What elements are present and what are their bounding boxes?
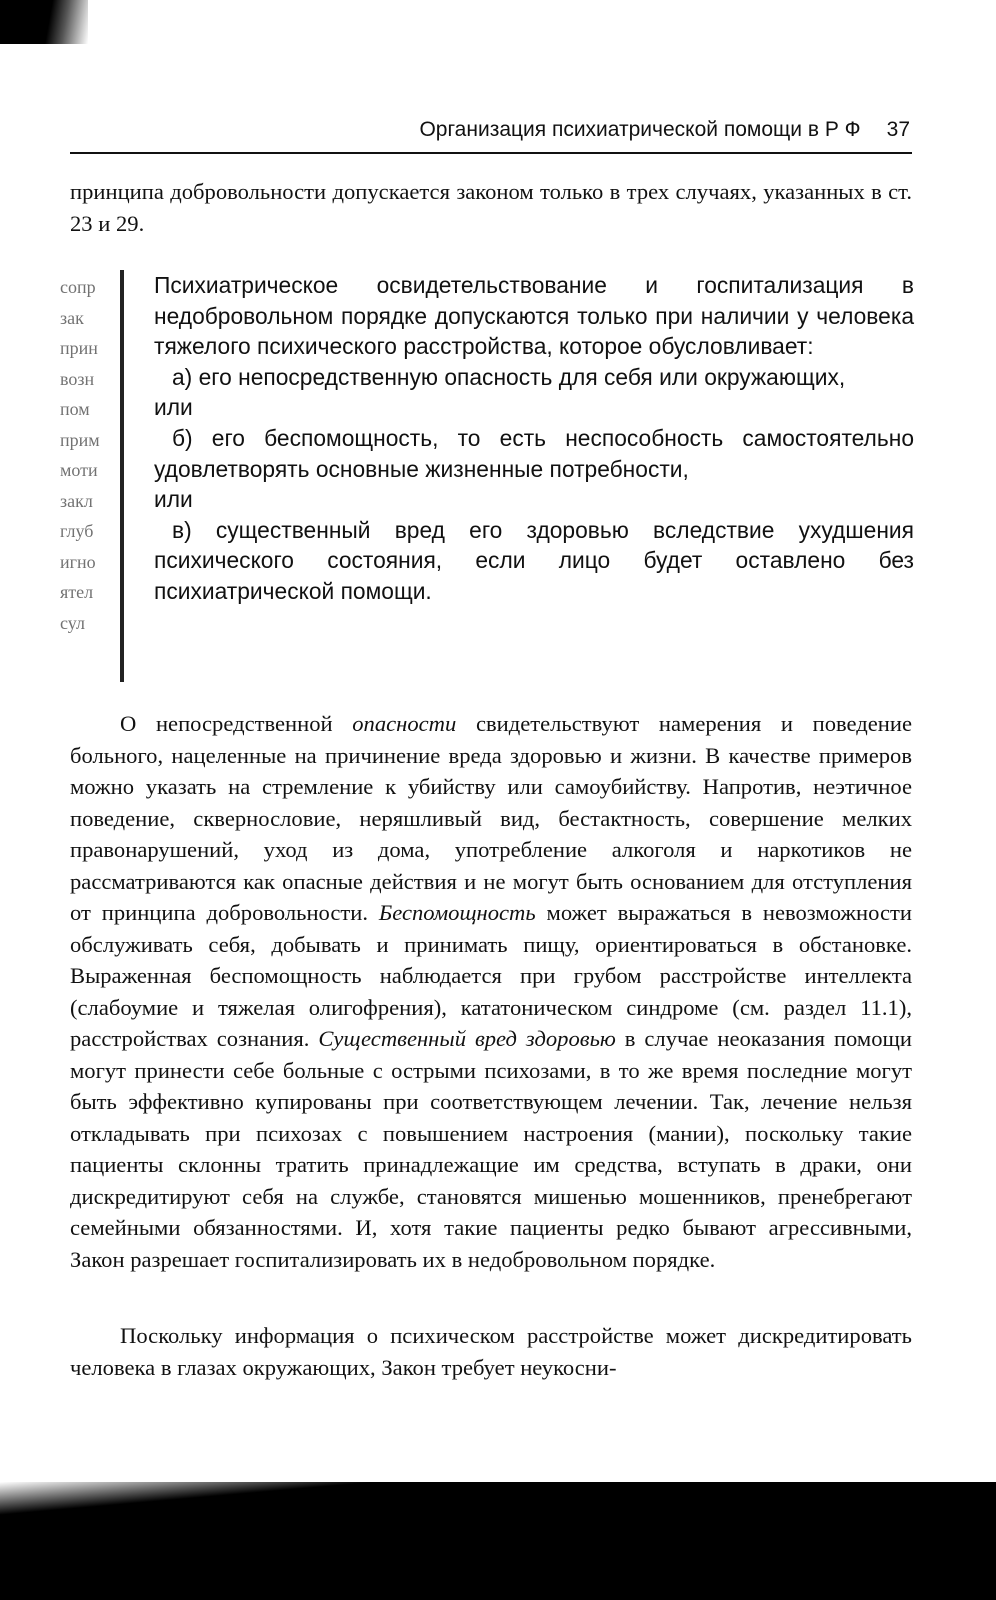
main-part-2: может выражаться в невозможности обслуживать себя, добывать и принимать пищу, ориентироваться в обстановке. Выраженная беспомощность наблюдается при грубом расстройстве интеллекта (слабоумие и тяжелая олигофрения), кататоническом синдроме (см. раздел 11.1), расстройствах сознания.: [70, 900, 912, 1051]
paragraph-main: [70, 708, 912, 1275]
scan-shadow-top-left: [0, 0, 88, 44]
boxed-item-b: б) его беспомощность, то есть неспособность самостоятельно удовлетворять основные жизненные потребности,: [154, 424, 914, 482]
main-start: О непосредственной: [120, 711, 353, 736]
running-title: Организация психиатрической помощи в Р Ф: [419, 118, 861, 141]
boxed-or-2: или: [154, 486, 193, 513]
paragraph-last: Поскольку информация о психическом расстройстве может дискредитировать человека в глазах окружающих, Закон требует неукосни-: [70, 1323, 912, 1380]
scan-shadow-bottom: [0, 1482, 996, 1600]
margin-bleed-text: сопр зак прин возн пом прим моти закл глуб игно ятел сул: [60, 277, 100, 633]
boxed-item-c: в) существенный вред его здоровью вследствие ухудшения психического состояния, если лицо будет оставлено без психиатрической помощи.: [154, 516, 914, 604]
boxed-rule-bar: [120, 270, 124, 682]
boxed-rule: [154, 270, 914, 607]
paragraph-top: принципа добровольности допускается законом только в трех случаях, указанных в ст. 23 и 29.: [70, 179, 912, 236]
boxed-or-1: или: [154, 394, 193, 421]
boxed-item-a: а) его непосредственную опасность для себя или окружающих,: [172, 363, 846, 390]
main-part-1: свидетельствуют намерения и поведение больного, нацеленные на причинение вреда здоровью и жизни. В качестве примеров можно указать на стремление к убийству или самоубийству. Напротив, неэтичное поведение, сквернословие, неряшливый вид, бестактность, совершение мелких правонарушений, уход из дома, употребление алкоголя и наркотиков не рассматриваются как опасные действия и не могут быть основанием для отступления от принципа добровольности.: [70, 711, 912, 925]
main-em-1: опасности: [352, 711, 457, 736]
main-em-3: Существенный вред здоровью: [318, 1026, 616, 1051]
main-em-2: Беспомощность: [378, 900, 536, 925]
running-header: [300, 118, 910, 142]
header-rule: [70, 152, 912, 154]
page-number: 37: [886, 118, 910, 141]
main-part-3: в случае неоказания помощи могут принести себе больные с острыми психозами, в то же время последние могут быть эффективно купированы при соответствующем лечении. Так, лечение нельзя откладывать при психозах с повышением настроения (мании), поскольку такие пациенты склонны тратить принадлежащие им средства, вступать в драки, они дискредитируют себя на службе, становятся мишенью мошенников, пренебрегают семейными обязанностями. И, хотя такие пациенты редко бывают агрессивными, Закон разрешает госпитализировать их в недобровольном порядке.: [70, 1026, 912, 1272]
boxed-intro: Психиатрическое освидетельствование и госпитализация в недобровольном порядке допускаются только при наличии у человека тяжелого психического расстройства, которое обусловливает:: [154, 272, 914, 360]
